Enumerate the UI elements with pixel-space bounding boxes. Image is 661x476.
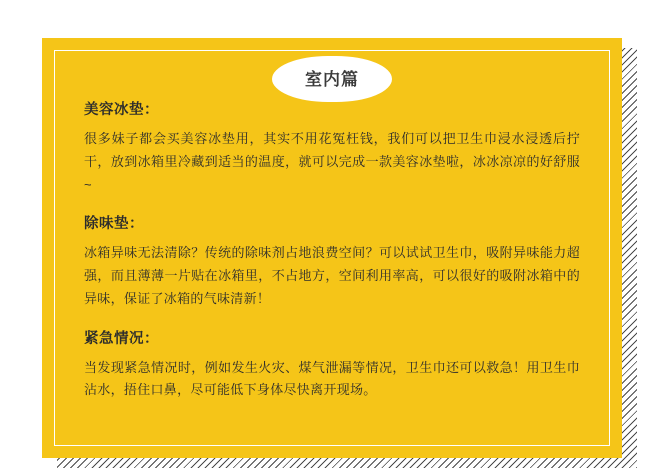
section-title: 美容冰垫： [84, 102, 159, 118]
section-body: 当发现紧急情况时，例如发生火灾、煤气泄漏等情况，卫生巾还可以救急！用卫生巾沾水，捂住口鼻，尽可能低下身体尽快离开现场。 [84, 359, 580, 398]
section-item [84, 327, 580, 403]
section-body: 很多妹子都会买美容冰垫用，其实不用花冤枉钱，我们可以把卫生巾浸水浸透后拧干，放到冰箱里冷藏到适当的温度，就可以完成一款美容冰垫啦，冰冰凉凉的好舒服~ [84, 131, 580, 192]
section-badge-label: 室内篇 [305, 69, 359, 89]
section-item [84, 212, 580, 310]
section-badge [270, 54, 394, 104]
info-card [42, 38, 622, 458]
section-title: 紧急情况： [84, 330, 159, 347]
section-item [84, 98, 580, 196]
section-title: 除味垫： [84, 216, 144, 233]
section-body: 冰箱异味无法清除？传统的除味剂占地浪费空间？可以试试卫生巾，吸附异味能力超强，而且薄薄一片贴在冰箱里，不占地方，空间利用率高，可以很好的吸附冰箱中的异味，保证了冰箱的气味清新！ [84, 245, 580, 306]
